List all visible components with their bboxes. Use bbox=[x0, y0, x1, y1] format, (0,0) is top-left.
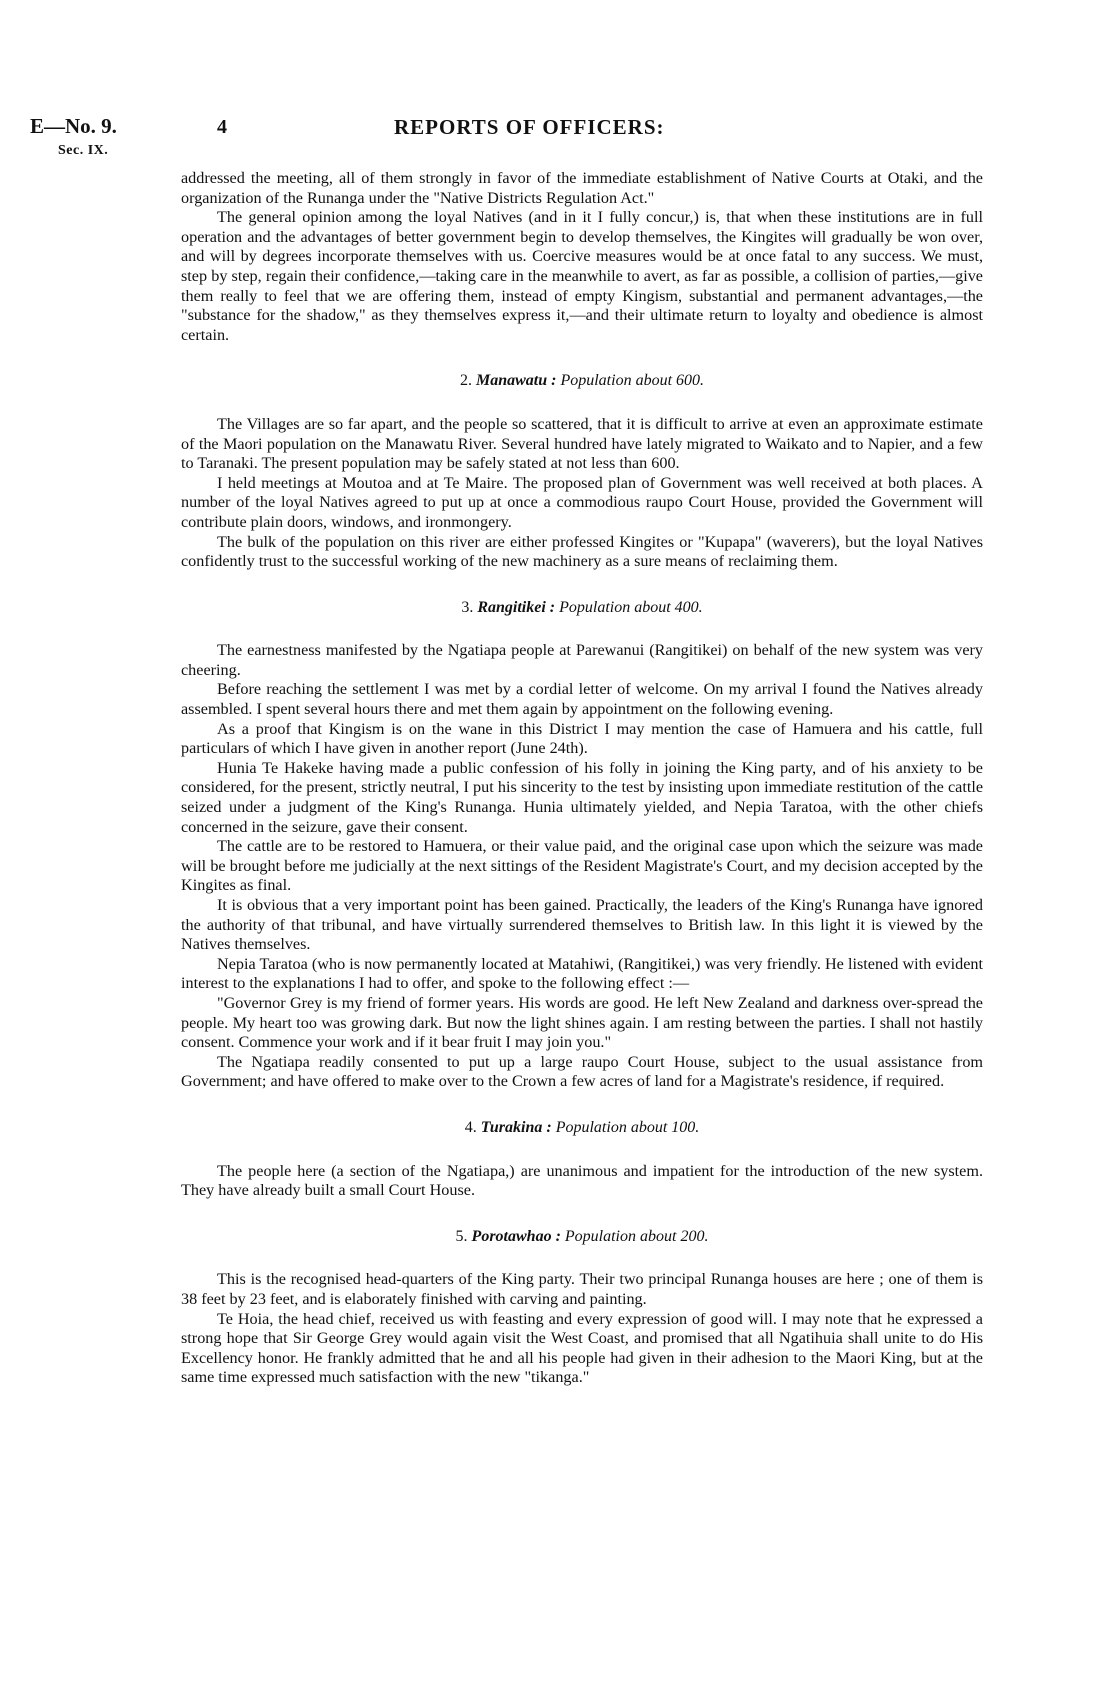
section-heading bbox=[181, 598, 983, 618]
paragraph: Hunia Te Hakeke having made a public confession of his folly in joining the King party, and of his anxiety to be considered, for the present, strictly neutral, I put his sincerity to the test by insisting upon immediate restitution of the cattle seized under a judgment of the King's Runanga. Hunia ultimately yielded, and Nepia Taratoa, with the other chiefs concerned in the seizure, gave their consent. bbox=[181, 758, 983, 836]
section-population: Population about 200. bbox=[564, 1227, 709, 1245]
section-population: Population about 100. bbox=[555, 1118, 700, 1136]
section-number: 3. bbox=[461, 598, 474, 616]
page-title: REPORTS OF OFFICERS: bbox=[394, 115, 665, 139]
paragraph: "Governor Grey is my friend of former years. His words are good. He left New Zealand and darkness over-spread the people. My heart too was growing dark. But now the light shines again. I am resting between the parties. I shall not hastily consent. Commence your work and if it bear fruit I may join you." bbox=[181, 993, 983, 1052]
paragraph: Nepia Taratoa (who is now permanently located at Matahiwi, (Rangitikei,) was very friendly. He listened with evident interest to the explanations I had to offer, and spoke to the following effect :— bbox=[181, 954, 983, 993]
section-heading bbox=[181, 1227, 983, 1247]
section-number: 5. bbox=[455, 1227, 468, 1245]
section-name: Porotawhao : bbox=[471, 1227, 561, 1245]
section-reference: Sec. IX. bbox=[58, 143, 109, 158]
section-population: Population about 400. bbox=[559, 598, 703, 616]
section-name: Manawatu : bbox=[475, 372, 557, 390]
document-body bbox=[181, 169, 983, 1388]
paragraph: I held meetings at Moutoa and at Te Maire. The proposed plan of Government was well received at both places. A number of the loyal Natives agreed to put up at once a commodious raupo Court House, provided the Government will contribute plain doors, windows, and ironmongery. bbox=[181, 473, 983, 531]
section-heading bbox=[181, 371, 983, 391]
paragraph: The earnestness manifested by the Ngatiapa people at Parewanui (Rangitikei) on behalf of the new system was very cheering. bbox=[181, 641, 983, 679]
section-number: 2. bbox=[459, 372, 472, 390]
section-name: Turakina : bbox=[480, 1118, 552, 1136]
paragraph: Before reaching the settlement I was met by a cordial letter of welcome. On my arrival I found the Natives already assembled. I spent several hours there and met them again by appointment on the following evening. bbox=[181, 680, 983, 719]
paragraph: Te Hoia, the head chief, received us with feasting and every expression of good will. I may note that he expressed a strong hope that Sir George Grey would again visit the West Coast, and promised that all Ngatihuia shall unite to do His Excellency honor. He frankly admitted that he and all his people had given in their adhesion to the Maori King, but at the same time expressed much satisfaction with the new "tikanga." bbox=[181, 1309, 983, 1387]
section-number: 4. bbox=[464, 1118, 477, 1136]
paragraph: The bulk of the population on this river are either professed Kingites or "Kupapa" (waverers), but the loyal Natives confidently trust to the successful working of the new machinery as a sure means of reclaiming them. bbox=[181, 532, 983, 571]
paragraph: addressed the meeting, all of them strongly in favor of the immediate establishment of Native Courts at Otaki, and the organization of the Runanga under the "Native Districts Regulation Act." bbox=[181, 169, 983, 207]
section-population: Population about 600. bbox=[560, 372, 705, 390]
section-name: Rangitikei : bbox=[477, 598, 556, 616]
paragraph: The Villages are so far apart, and the people so scattered, that it is difficult to arrive at even an approximate estimate of the Maori population on the Manawatu River. Several hundred have lately migrated to Waikato and to Napier, and a few to Taranaki. The present population may be safely stated at not less than 600. bbox=[181, 414, 983, 473]
paragraph: The cattle are to be restored to Hamuera, or their value paid, and the original case upon which the seizure was made will be brought before me judicially at the next sittings of the Resident Magistrate's Court, and my decision accepted by the Kingites as final. bbox=[181, 837, 983, 895]
paragraph: The Ngatiapa readily consented to put up a large raupo Court House, subject to the usual assistance from Government; and have offered to make over to the Crown a few acres of land for a Magistrate's residence, if required. bbox=[181, 1052, 983, 1091]
paragraph: The general opinion among the loyal Natives (and in it I fully concur,) is, that when these institutions are in full operation and the advantages of better government begin to develop themselves, the Kingites will gradually be won over, and will by degrees incorporate themselves with us. Coercive measures would be at once fatal to any success. We must, step by step, regain their confidence,—taking care in the meanwhile to avert, as far as possible, a collision of parties,—give them really to feel that we are offering them, instead of empty Kingism, substantial and permanent advantages,—the "substance for the shadow," as they themselves express it,—and their ultimate return to loyalty and obedience is almost certain. bbox=[181, 208, 983, 344]
paragraph: This is the recognised head-quarters of the King party. Their two principal Runanga houses are here ; one of them is 38 feet by 23 feet, and is elaborately finished with carving and painting. bbox=[181, 1270, 983, 1308]
paragraph: As a proof that Kingism is on the wane in this District I may mention the case of Hamuera and his cattle, full particulars of which I have given in another report (June 24th). bbox=[181, 719, 983, 758]
paragraph: It is obvious that a very important point has been gained. Practically, the leaders of the King's Runanga have ignored the authority of that tribunal, and have virtually surrendered themselves to British law. In this light it is viewed by the Natives themselves. bbox=[181, 896, 983, 954]
paragraph: The people here (a section of the Ngatiapa,) are unanimous and impatient for the introduction of the new system. They have already built a small Court House. bbox=[181, 1161, 983, 1200]
section-heading bbox=[181, 1118, 983, 1138]
page-number: 4 bbox=[217, 116, 227, 138]
document-reference: E—No. 9. bbox=[30, 114, 117, 138]
